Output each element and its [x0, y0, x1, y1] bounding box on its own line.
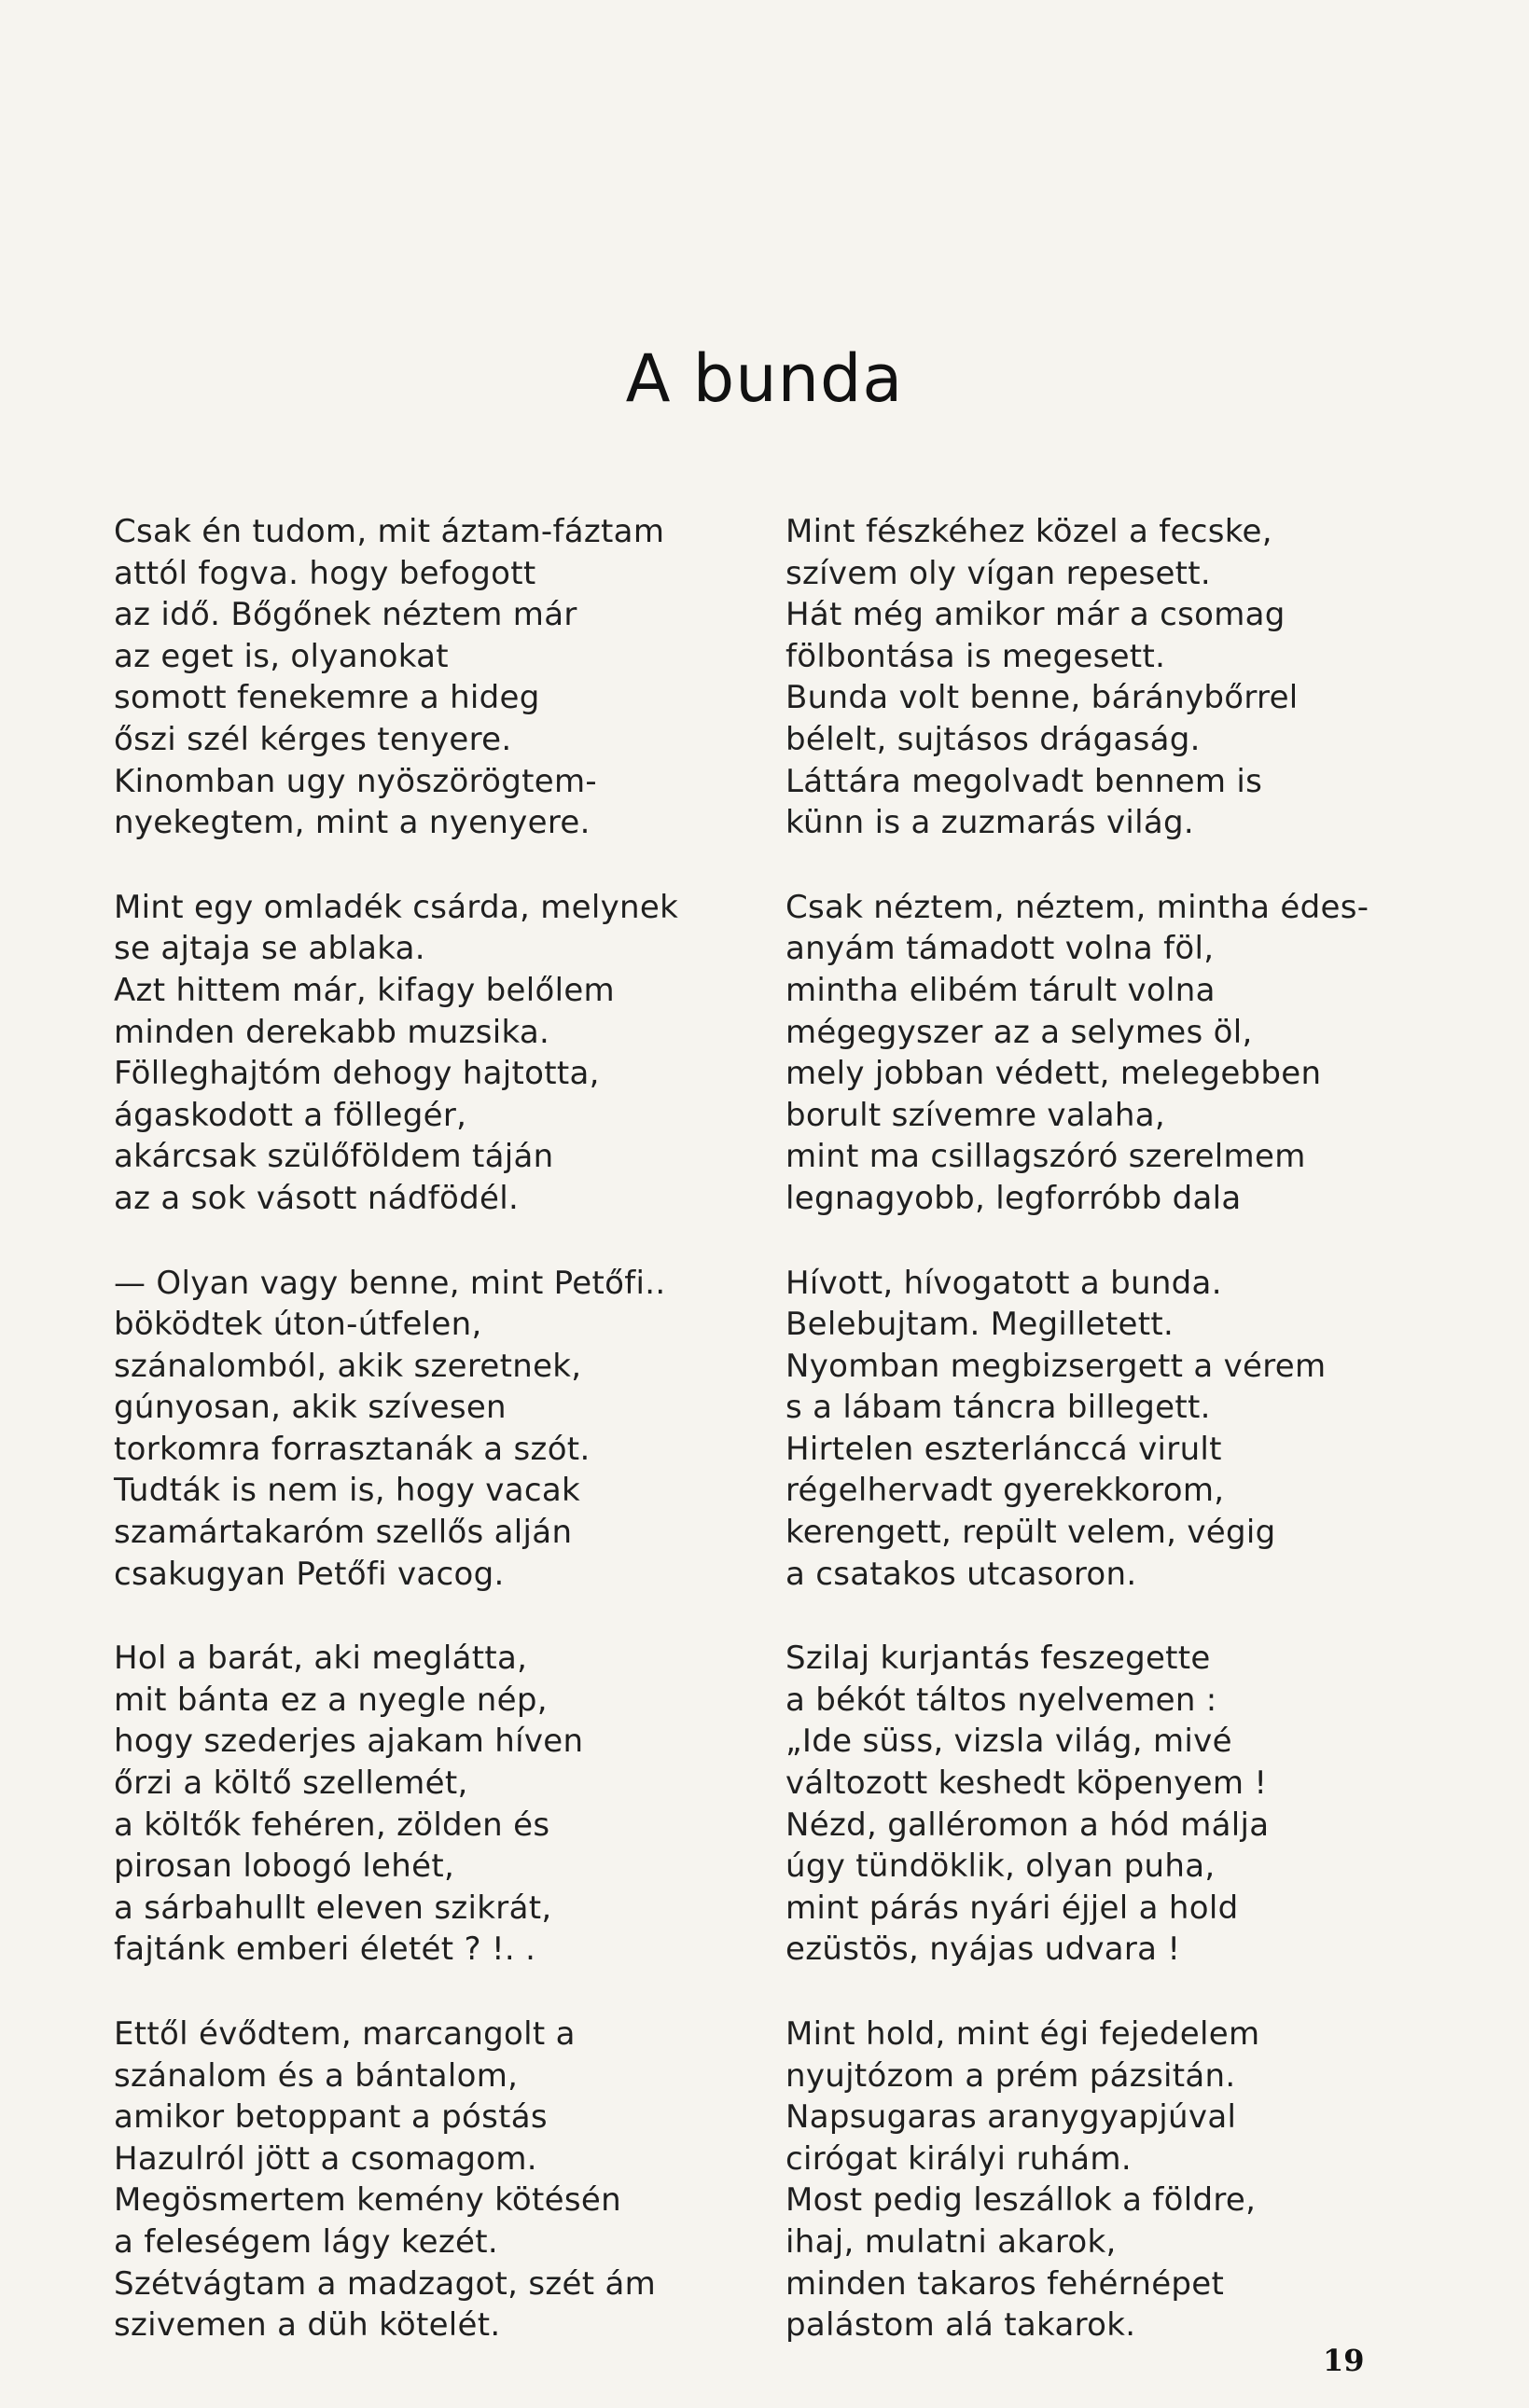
- stanza: [114, 511, 730, 844]
- poem-line: Szétvágtam a madzagot, szét ám: [114, 2264, 657, 2303]
- stanza: [785, 887, 1383, 1220]
- poem-line: az eget is, olyanokat: [114, 637, 449, 675]
- poem-line: csakugyan Petőfi vacog.: [114, 1555, 505, 1593]
- poem-line: Fölleghajtóm dehogy hajtotta,: [114, 1055, 600, 1093]
- poem-line: Tudták is nem is, hogy vacak: [114, 1472, 580, 1510]
- poem-line: őszi szél kérges tenyere.: [114, 720, 512, 758]
- stanza: [114, 1638, 730, 1971]
- poem-line: Bunda volt benne, báránybőrrel: [785, 679, 1299, 717]
- poem-line: — Olyan vagy benne, mint Petőfi..: [114, 1264, 666, 1302]
- poem-line: Hol a barát, aki meglátta,: [114, 1640, 528, 1678]
- poem-line: a költők fehéren, zölden és: [114, 1806, 550, 1844]
- left-column: [114, 511, 730, 2346]
- poem-line: az idő. Bőgőnek néztem már: [114, 596, 577, 634]
- poem-line: attól fogva. hogy befogott: [114, 554, 536, 592]
- poem-line: Napsugaras aranygyapjúval: [785, 2098, 1237, 2137]
- poem-line: Szilaj kurjantás feszegette: [785, 1640, 1211, 1678]
- poem-line: palástom alá takarok.: [785, 2306, 1136, 2345]
- poem-line: Ettől évődtem, marcangolt a: [114, 2015, 576, 2053]
- poem-line: torkomra forrasztanák a szót.: [114, 1430, 591, 1468]
- stanza: [114, 2014, 730, 2346]
- poem-line: a feleségem lágy kezét.: [114, 2222, 498, 2261]
- poem-line: Nyomban megbizsergett a vérem: [785, 1347, 1327, 1385]
- poem-line: mégegyszer az a selymes öl,: [785, 1013, 1253, 1051]
- poem-line: ezüstös, nyájas udvara !: [785, 1931, 1181, 1969]
- page-number: 19: [1323, 2343, 1365, 2378]
- poem-line: régelhervadt gyerekkorom,: [785, 1472, 1225, 1510]
- poem-line: mely jobban védett, melegebben: [785, 1055, 1322, 1093]
- stanza: [785, 511, 1383, 844]
- poem-line: s a lábam táncra billegett.: [785, 1389, 1211, 1427]
- poem-line: mit bánta ez a nyegle nép,: [114, 1681, 548, 1719]
- poem-line: Hirtelen eszterlánccá virult: [785, 1430, 1222, 1468]
- poem-line: borult szívemre valaha,: [785, 1096, 1165, 1134]
- poem-line: szivemen a düh kötelét.: [114, 2306, 501, 2345]
- poem-line: a sárbahullt eleven szikrát,: [114, 1889, 552, 1927]
- poem-line: böködtek úton-útfelen,: [114, 1306, 482, 1344]
- poem-line: Mint fészkéhez közel a fecske,: [785, 513, 1272, 550]
- poem-line: az a sok vásott nádfödél.: [114, 1179, 520, 1217]
- poem-line: szánalom és a bántalom,: [114, 2056, 519, 2095]
- poem-line: amikor betoppant a póstás: [114, 2098, 548, 2137]
- poem-line: Csak én tudom, mit áztam-fáztam: [114, 513, 665, 550]
- poem-line: Megösmertem kemény kötésén: [114, 2181, 621, 2220]
- poem-line: somott fenekemre a hideg: [114, 679, 540, 717]
- poem-line: Mint egy omladék csárda, melynek: [114, 888, 679, 926]
- poem-line: kerengett, repült velem, végig: [785, 1514, 1276, 1552]
- poem-line: Mint hold, mint égi fejedelem: [785, 2015, 1260, 2053]
- poem-line: gúnyosan, akik szívesen: [114, 1389, 507, 1427]
- right-column: [785, 511, 1383, 2346]
- poem-line: minden takaros fehérnépet: [785, 2264, 1225, 2303]
- poem-line: mint ma csillagszóró szerelmem: [785, 1138, 1306, 1176]
- poem-line: Hát még amikor már a csomag: [785, 596, 1286, 634]
- poem-line: szívem oly vígan repesett.: [785, 554, 1212, 592]
- poem-line: mint párás nyári éjjel a hold: [785, 1889, 1239, 1927]
- poem-line: „Ide süss, vizsla világ, mivé: [785, 1723, 1232, 1761]
- poem-line: akárcsak szülőföldem táján: [114, 1138, 554, 1176]
- poem-line: nyekegtem, mint a nyenyere.: [114, 804, 591, 842]
- poem-line: fajtánk emberi életét ? !. .: [114, 1931, 536, 1969]
- poem-line: ihaj, mulatni akarok,: [785, 2222, 1117, 2261]
- poem-line: legnagyobb, legforróbb dala: [785, 1179, 1242, 1217]
- poem-line: változott keshedt köpenyem !: [785, 1764, 1268, 1803]
- poem-line: minden derekabb muzsika.: [114, 1013, 550, 1051]
- poem-line: Hívott, hívogatott a bunda.: [785, 1264, 1222, 1302]
- poem-line: anyám támadott volna föl,: [785, 930, 1215, 968]
- poem-line: mintha elibém tárult volna: [785, 971, 1216, 1009]
- poem-line: a békót táltos nyelvemen :: [785, 1681, 1217, 1719]
- poem-line: Azt hittem már, kifagy belőlem: [114, 971, 615, 1009]
- poem-line: szánalomból, akik szeretnek,: [114, 1347, 582, 1385]
- poem-line: ágaskodott a föllegér,: [114, 1096, 467, 1134]
- poem-line: Csak néztem, néztem, mintha édes-: [785, 888, 1369, 926]
- poem-title: A bunda: [625, 340, 904, 417]
- poem-line: hogy szederjes ajakam híven: [114, 1723, 584, 1761]
- stanza: [785, 2014, 1383, 2346]
- poem-line: nyujtózom a prém pázsitán.: [785, 2056, 1236, 2095]
- poem-line: bélelt, sujtásos drágaság.: [785, 720, 1201, 758]
- stanza: [785, 1263, 1383, 1596]
- stanza: [785, 1638, 1383, 1971]
- poem-line: Hazulról jött a csomagom.: [114, 2139, 537, 2178]
- stanza: [114, 1263, 730, 1596]
- poem-line: Láttára megolvadt bennem is: [785, 762, 1263, 800]
- poem-line: se ajtaja se ablaka.: [114, 930, 425, 968]
- stanza: [114, 887, 730, 1220]
- poem-line: fölbontása is megesett.: [785, 637, 1166, 675]
- poem-line: őrzi a költő szellemét,: [114, 1764, 468, 1803]
- poem-line: künn is a zuzmarás világ.: [785, 804, 1194, 842]
- poem-line: pirosan lobogó lehét,: [114, 1848, 455, 1886]
- poem-line: Nézd, galléromon a hód málja: [785, 1806, 1270, 1844]
- poem-line: szamártakaróm szellős alján: [114, 1514, 573, 1552]
- poem-line: Kinomban ugy nyöszörögtem-: [114, 762, 597, 800]
- poem-line: a csatakos utcasoron.: [785, 1555, 1137, 1593]
- poem-line: Belebujtam. Megilletett.: [785, 1306, 1175, 1344]
- poem-line: Most pedig leszállok a földre,: [785, 2181, 1257, 2220]
- poem-line: cirógat királyi ruhám.: [785, 2139, 1132, 2178]
- poem-line: úgy tündöklik, olyan puha,: [785, 1848, 1216, 1886]
